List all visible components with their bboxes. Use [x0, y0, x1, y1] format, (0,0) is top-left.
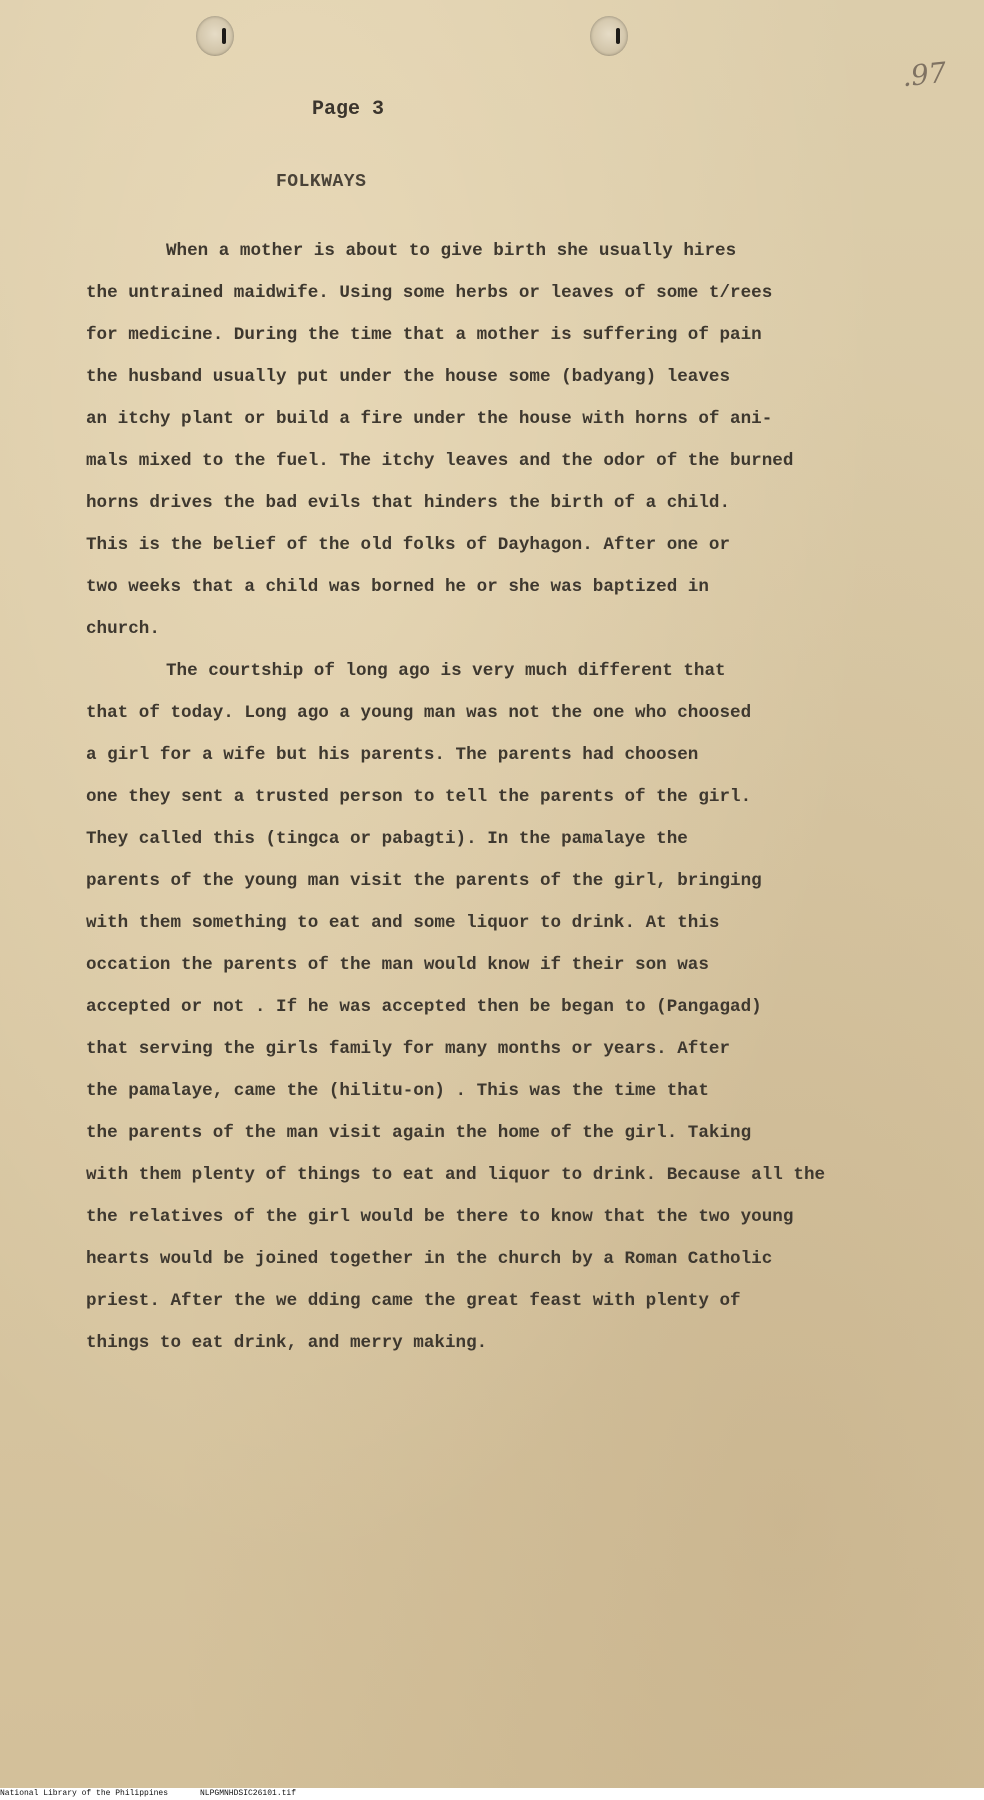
punch-hole-right — [590, 16, 628, 56]
footer-file-id: NLPGMNHDSIC26101.tif — [200, 1789, 297, 1798]
scan-footer — [0, 1788, 984, 1800]
paragraph-courtship-customs: The courtship of long ago is very much different that that of today. Long ago a young man was not the one who choosed a girl for a wife but his parents. The parents had choosen one they sent a trusted person to tell the parents of the girl. They called this (tingca or pabagti). In the pamalaye the parents of the young man visit the parents of the girl, bringing with them something to eat and some liquor to drink. At this occation the parents of the man would know if their son was accepted or not . If he was accepted then be began to (Pangagad) that serving the girls family for many months or years. After the pamalaye, came the (hilitu-on) . This was the time that the parents of the man visit again the home of the girl. Taking with them plenty of things to eat and liquor to drink. Because all the the relatives of the girl would be there to know that the two young hearts would be joined together in the church by a Roman Catholic priest. After the we dding came the great feast with plenty of things to eat drink, and merry making. — [86, 661, 826, 1353]
footer-library: National Library of the Philippines — [0, 1789, 169, 1798]
page-label: Page 3 — [312, 98, 385, 121]
document-body — [86, 230, 966, 1364]
paragraph-birth-customs: When a mother is about to give birth she usually hires the untrained maidwife. Using some herbs or leaves of some t/rees for medicine. During the time that a mother is suffering of pain the husband usually put under the house some (badyang) leaves an itchy plant or build a fire under the house with horns of ani- mals mixed to the fuel. The itchy leaves and the odor of the burned horns drives the bad evils that hinders the birth of a child. This is the belief of the old folks of Dayhagon. After one or two weeks that a child was borned he or she was baptized in church. — [86, 241, 794, 639]
section-title: FOLKWAYS — [276, 172, 367, 192]
punch-hole-left — [196, 16, 234, 56]
folio-number: .97 — [900, 55, 949, 94]
